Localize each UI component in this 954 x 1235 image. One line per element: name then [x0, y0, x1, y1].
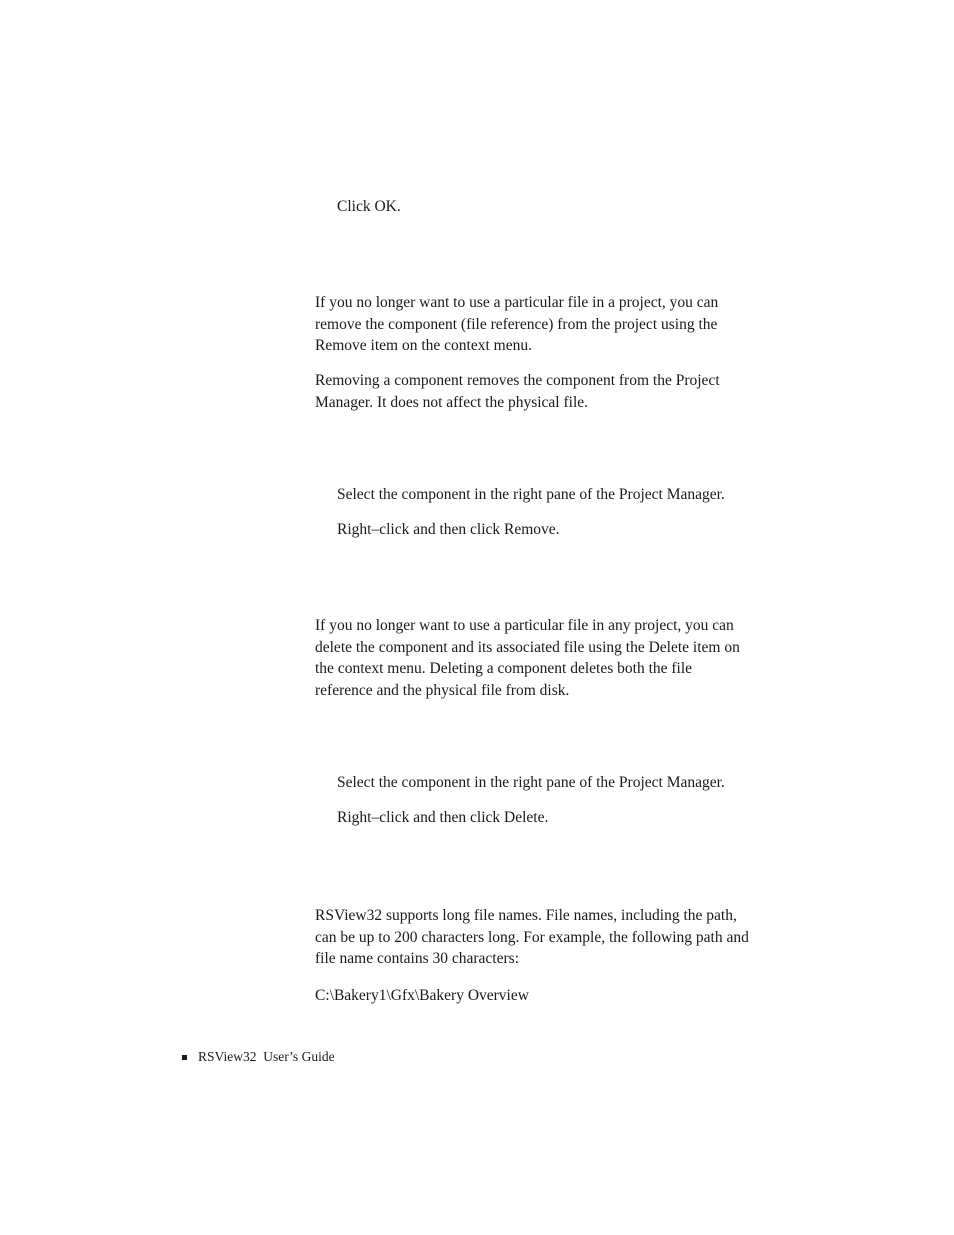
- example-file-path: C:\Bakery1\Gfx\Bakery Overview: [315, 987, 529, 1004]
- paragraph-line: Removing a component removes the component from the Project: [315, 372, 720, 389]
- paragraph-line: file name contains 30 characters:: [315, 950, 519, 968]
- delete-step-right-click: Right–click and then click Delete.: [337, 809, 549, 826]
- guide-title: RSView32 User’s Guide: [198, 1049, 335, 1064]
- paragraph-line: reference and the physical file from disk.: [315, 682, 570, 700]
- remove-intro-paragraph: [315, 292, 785, 357]
- paragraph-line: RSView32 supports long file names. File names, including the path,: [315, 907, 737, 924]
- paragraph-line: If you no longer want to use a particular file in a project, you can: [315, 294, 719, 311]
- delete-intro-paragraph: [315, 615, 785, 702]
- page-footer: [182, 1048, 335, 1066]
- paragraph-line: Remove item on the context menu.: [315, 337, 532, 355]
- paragraph-line: the context menu. Deleting a component deletes both the file: [315, 660, 693, 678]
- remove-note-paragraph: [315, 370, 785, 413]
- remove-step-right-click: Right–click and then click Remove.: [337, 521, 560, 538]
- step-click-ok: Click OK.: [337, 198, 401, 215]
- paragraph-line: If you no longer want to use a particular file in any project, you can: [315, 617, 734, 634]
- paragraph-line: remove the component (file reference) from the project using the: [315, 315, 718, 333]
- paragraph-line: delete the component and its associated file using the Delete item on: [315, 638, 740, 656]
- square-bullet-icon: [182, 1055, 187, 1060]
- paragraph-line: Manager. It does not affect the physical file.: [315, 393, 589, 411]
- paragraph-line: can be up to 200 characters long. For example, the following path and: [315, 928, 749, 946]
- delete-step-select: Select the component in the right pane of the Project Manager.: [337, 774, 725, 791]
- remove-step-select: Select the component in the right pane of the Project Manager.: [337, 486, 725, 503]
- long-names-paragraph: [315, 905, 785, 970]
